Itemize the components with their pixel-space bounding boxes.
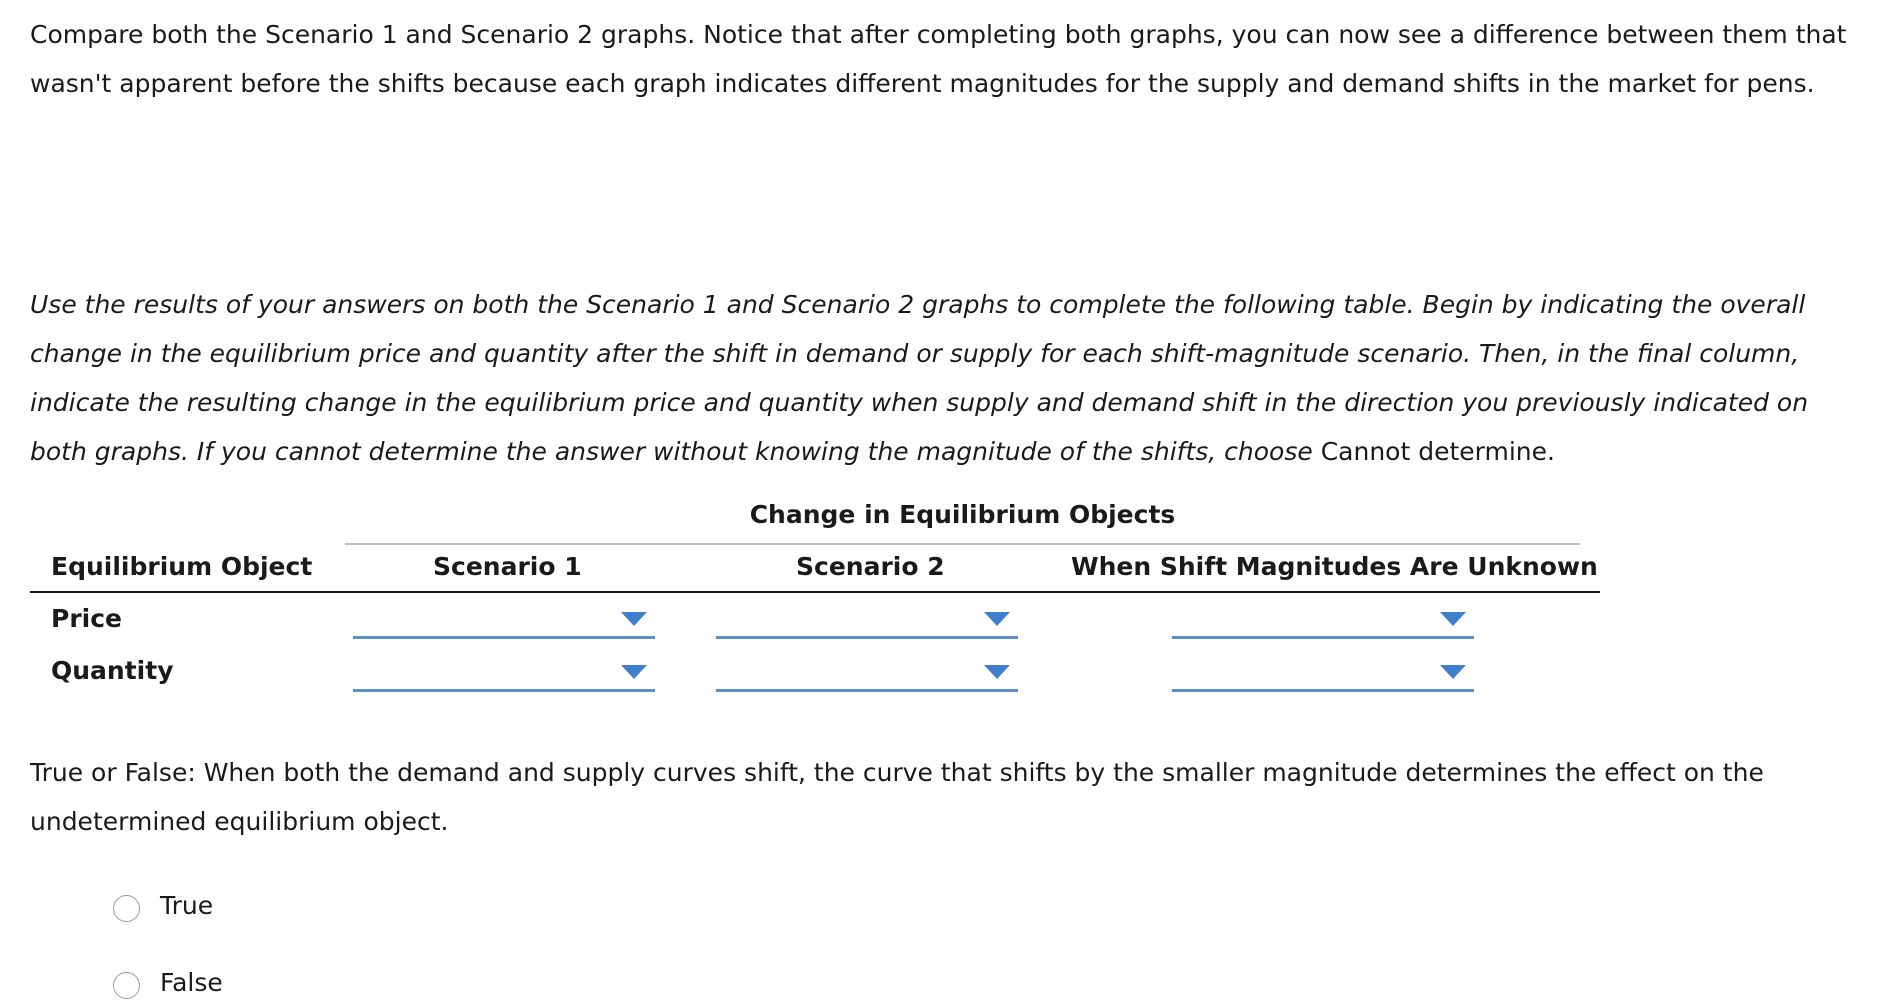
price-scenario-1-dropdown[interactable] bbox=[353, 600, 655, 639]
true-false-question: True or False: When both the demand and supply curves shift, the curve that shifts by the smaller magnitude determines the effect on the undetermined equilibrium object. bbox=[30, 758, 1764, 836]
radio-false-circle-icon[interactable] bbox=[113, 972, 140, 999]
quantity-scenario-1-dropdown[interactable] bbox=[353, 653, 655, 692]
caption-divider bbox=[345, 543, 1580, 545]
header-divider bbox=[30, 591, 1600, 593]
header-scenario-1: Scenario 1 bbox=[433, 552, 582, 581]
cannot-determine-option-name: Cannot determine bbox=[1320, 437, 1548, 466]
quantity-scenario-2-caret-icon bbox=[984, 665, 1010, 679]
instructions-main-text: Use the results of your answers on both the Scenario 1 and Scenario 2 graphs to complete the following table. Begin by indicating the overall change in the equilibrium price and quantity after the shift in demand or supply for each shift-magnitude scenario. Then, in the final column, indicate the resulting change in the equilibrium price and quantity when supply and demand shift in the direction you previously indicated on both graphs. If you cannot determine the answer without knowing the magnitude of the shifts, choose bbox=[30, 290, 1809, 466]
price-scenario-2-dropdown[interactable] bbox=[716, 600, 1018, 639]
row-label-price: Price bbox=[51, 604, 122, 633]
price-unknown-dropdown[interactable] bbox=[1172, 600, 1474, 639]
row-label-quantity: Quantity bbox=[51, 656, 174, 685]
table-caption: Change in Equilibrium Objects bbox=[749, 500, 1176, 529]
instructions-end: . bbox=[1547, 437, 1555, 466]
price-unknown-caret-icon bbox=[1440, 612, 1466, 626]
radio-true-label[interactable]: True bbox=[160, 891, 214, 920]
header-unknown-magnitudes: When Shift Magnitudes Are Unknown bbox=[1071, 552, 1598, 581]
radio-false-label[interactable]: False bbox=[160, 968, 223, 997]
radio-true-circle-icon[interactable] bbox=[113, 895, 140, 922]
price-scenario-1-caret-icon bbox=[621, 612, 647, 626]
quantity-scenario-2-dropdown[interactable] bbox=[716, 653, 1018, 692]
quantity-unknown-dropdown[interactable] bbox=[1172, 653, 1474, 692]
intro-paragraph: Compare both the Scenario 1 and Scenario 2 graphs. Notice that after completing both graphs, you can now see a difference between them that wasn't apparent before the shifts because each graph indicates different magnitudes for the supply and demand shifts in the market for pens. bbox=[30, 20, 1847, 98]
header-scenario-2: Scenario 2 bbox=[796, 552, 945, 581]
instructions-paragraph bbox=[30, 280, 1870, 476]
header-equilibrium-object: Equilibrium Object bbox=[51, 552, 313, 581]
quantity-unknown-caret-icon bbox=[1440, 665, 1466, 679]
quantity-scenario-1-caret-icon bbox=[621, 665, 647, 679]
price-scenario-2-caret-icon bbox=[984, 612, 1010, 626]
